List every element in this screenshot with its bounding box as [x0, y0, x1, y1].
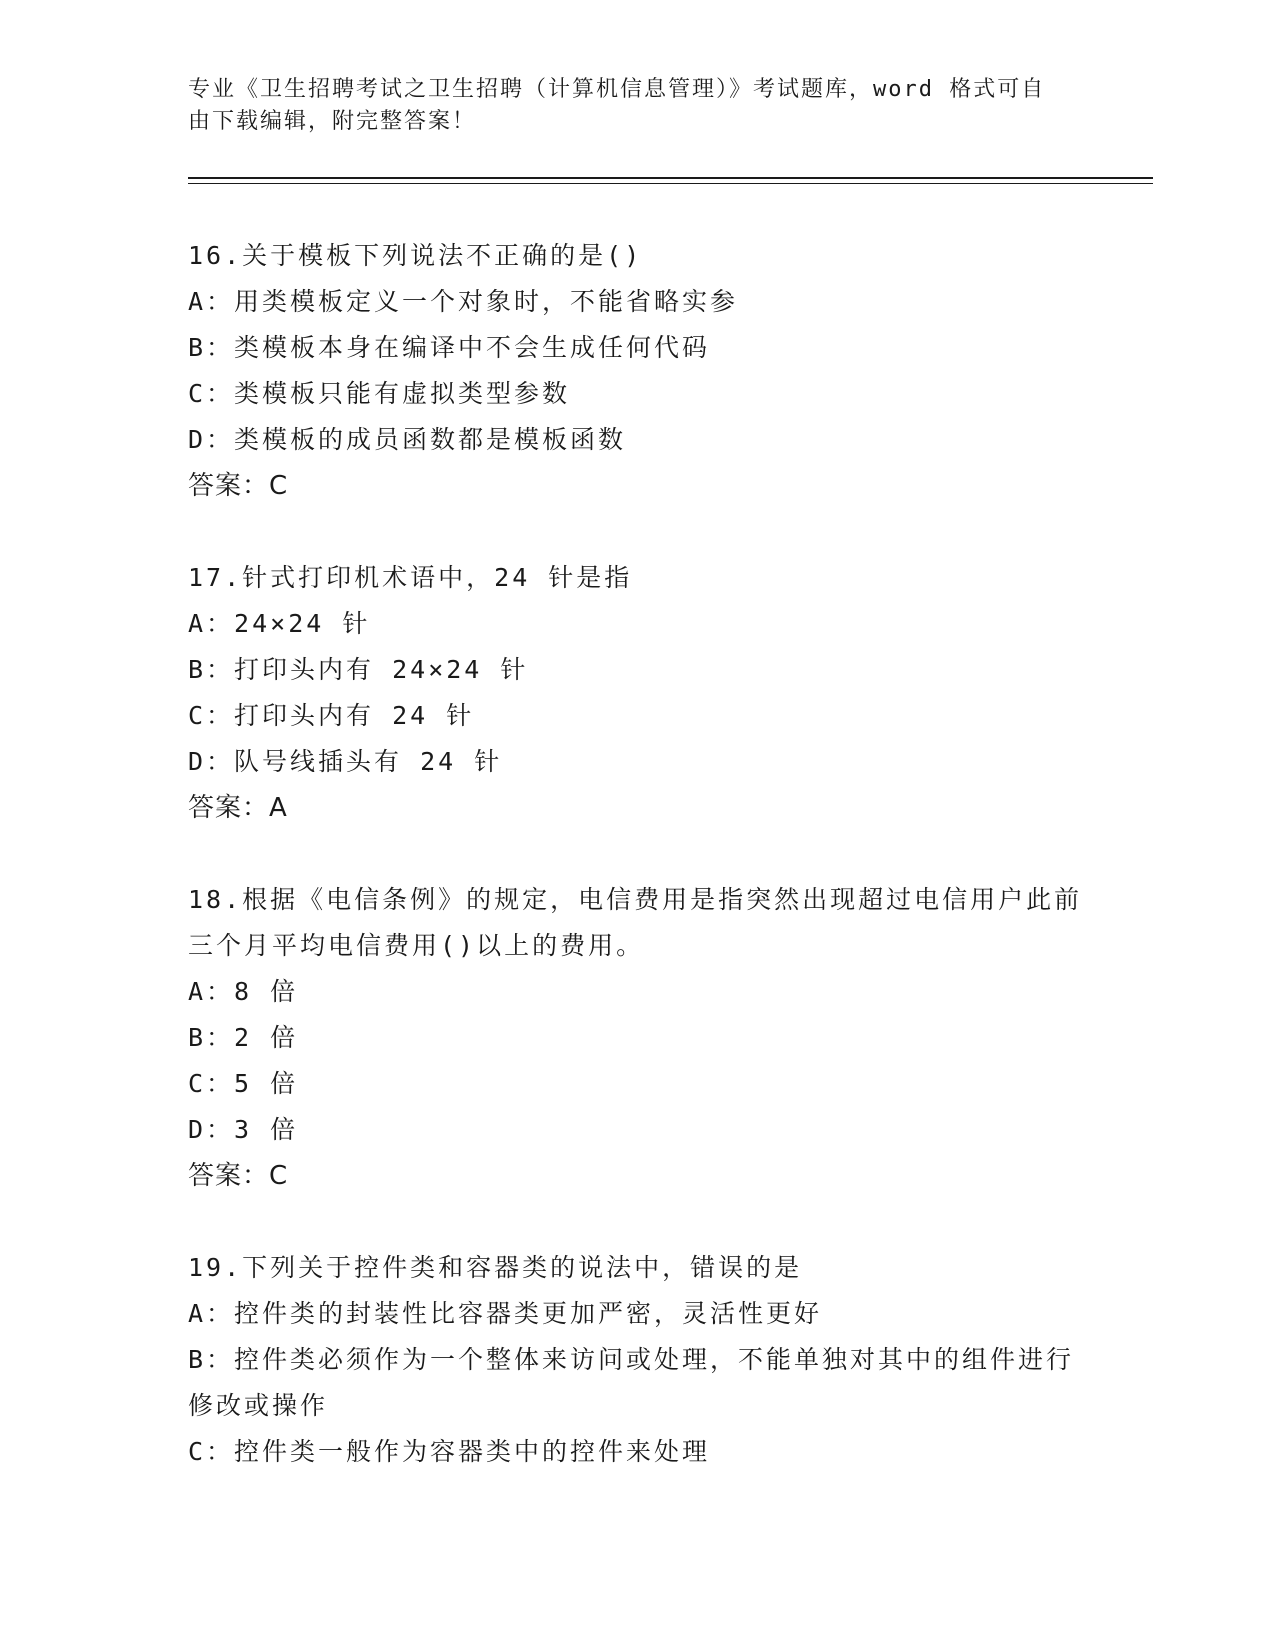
- option-b: B：控件类必须作为一个整体来访问或处理，不能单独对其中的组件进行修改或操作: [188, 1345, 1075, 1420]
- question-18: [188, 877, 1088, 1199]
- question-17: [188, 555, 1088, 831]
- option-b: B：类模板本身在编译中不会生成任何代码: [188, 333, 711, 362]
- option-a: A：用类模板定义一个对象时，不能省略实参: [188, 287, 739, 316]
- answer-line: 答案：C: [188, 1161, 289, 1191]
- option-a: A：控件类的封装性比容器类更加严密，灵活性更好: [188, 1299, 823, 1328]
- question-list: [188, 233, 1088, 1521]
- option-a: A：8 倍: [188, 977, 299, 1006]
- option-d: D：队号线插头有 24 针: [188, 747, 503, 776]
- header-intro: 专业《卫生招聘考试之卫生招聘（计算机信息管理）》考试题库，word 格式可自由下载编辑，附完整答案！: [188, 77, 1046, 134]
- option-b: B：2 倍: [188, 1023, 299, 1052]
- option-c: C：类模板只能有虚拟类型参数: [188, 379, 571, 408]
- question-stem: 18.根据《电信条例》的规定，电信费用是指突然出现超过电信用户此前三个月平均电信费用()以上的费用。: [188, 885, 1083, 960]
- header-rule-thin: [188, 183, 1153, 184]
- answer-line: 答案：A: [188, 793, 288, 823]
- option-d: D：类模板的成员函数都是模板函数: [188, 425, 627, 454]
- option-a: A：24×24 针: [188, 609, 371, 638]
- header-rule-thick: [188, 177, 1153, 179]
- question-stem: 16.关于模板下列说法不正确的是(): [188, 241, 643, 270]
- option-c: C：打印头内有 24 针: [188, 701, 475, 730]
- option-c: C：控件类一般作为容器类中的控件来处理: [188, 1437, 711, 1466]
- question-stem: 17.针式打印机术语中，24 针是指: [188, 563, 633, 592]
- option-d: D：3 倍: [188, 1115, 299, 1144]
- option-c: C：5 倍: [188, 1069, 299, 1098]
- question-19: [188, 1245, 1088, 1475]
- question-stem: 19.下列关于控件类和容器类的说法中，错误的是: [188, 1253, 803, 1282]
- question-16: [188, 233, 1088, 509]
- answer-line: 答案：C: [188, 471, 289, 501]
- option-b: B：打印头内有 24×24 针: [188, 655, 529, 684]
